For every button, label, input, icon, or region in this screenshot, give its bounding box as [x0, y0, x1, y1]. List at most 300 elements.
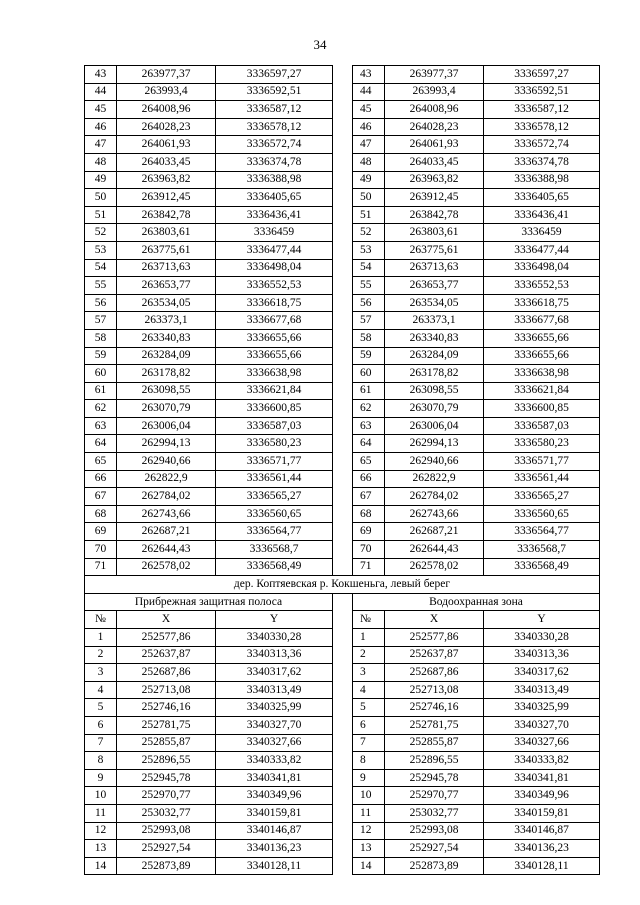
point-number-right: 66	[353, 470, 385, 488]
point-number-right: 13	[353, 840, 385, 858]
x-coordinate-right: 264033,45	[385, 153, 484, 171]
x-coordinate-right: 262940,66	[385, 453, 484, 471]
gap-cell	[333, 716, 353, 734]
y-coordinate-right: 3336561,44	[484, 470, 600, 488]
gap-cell	[333, 136, 353, 154]
y-coordinate-right: 3340325,99	[484, 699, 600, 717]
x-coordinate-right: 262784,02	[385, 488, 484, 506]
x-coordinate-left: 263653,77	[117, 277, 216, 295]
x-coordinate-left: 252873,89	[117, 857, 216, 875]
y-coordinate-right: 3336578,12	[484, 118, 600, 136]
y-coordinate-right: 3340317,62	[484, 664, 600, 682]
x-coordinate-left: 252687,86	[117, 664, 216, 682]
section2-body	[85, 576, 600, 875]
point-number-right: 52	[353, 224, 385, 242]
y-coordinate-left: 3336587,03	[216, 417, 333, 435]
x-coordinate-right: 263912,45	[385, 189, 484, 207]
y-coordinate-left: 3336621,84	[216, 382, 333, 400]
x-coordinate-right: 252993,08	[385, 822, 484, 840]
x-coordinate-left: 264061,93	[117, 136, 216, 154]
y-coordinate-left: 3336655,66	[216, 347, 333, 365]
x-coordinate-left: 263912,45	[117, 189, 216, 207]
y-coordinate-right: 3336552,53	[484, 277, 600, 295]
y-coordinate-right: 3336571,77	[484, 453, 600, 471]
gap-cell	[333, 400, 353, 418]
point-number-left: 64	[85, 435, 117, 453]
table-row	[85, 189, 600, 207]
gap-cell	[333, 488, 353, 506]
point-number-left: 52	[85, 224, 117, 242]
gap-cell	[333, 541, 353, 559]
x-coordinate-right: 252713,08	[385, 681, 484, 699]
y-coordinate-right: 3340333,82	[484, 752, 600, 770]
x-coordinate-right: 262822,9	[385, 470, 484, 488]
point-number-left: 57	[85, 312, 117, 330]
table-row	[85, 259, 600, 277]
y-coordinate-right: 3336638,98	[484, 365, 600, 383]
x-coordinate-left: 262994,13	[117, 435, 216, 453]
gap-cell	[333, 752, 353, 770]
gap-cell	[333, 453, 353, 471]
left-zone-title: Прибрежная защитная полоса	[85, 593, 333, 611]
point-number-left: 47	[85, 136, 117, 154]
table-row	[85, 312, 600, 330]
y-coordinate-right: 3340313,36	[484, 646, 600, 664]
x-coordinate-left: 262687,21	[117, 523, 216, 541]
point-number-left: 68	[85, 505, 117, 523]
table-row	[85, 629, 600, 647]
y-coordinate-left: 3336552,53	[216, 277, 333, 295]
y-coordinate-left: 3336597,27	[216, 66, 333, 84]
x-coordinate-right: 263284,09	[385, 347, 484, 365]
point-number-left: 50	[85, 189, 117, 207]
y-coordinate-left: 3340313,49	[216, 681, 333, 699]
y-coordinate-right: 3336498,04	[484, 259, 600, 277]
y-coordinate-right: 3336374,78	[484, 153, 600, 171]
table-row	[85, 277, 600, 295]
point-number-left: 62	[85, 400, 117, 418]
y-coordinate-right: 3340330,28	[484, 629, 600, 647]
y-coordinate-right: 3336459	[484, 224, 600, 242]
point-number-left: 71	[85, 558, 117, 576]
y-coordinate-left: 3340146,87	[216, 822, 333, 840]
table-row	[85, 347, 600, 365]
point-number-left: 60	[85, 365, 117, 383]
table-row	[85, 734, 600, 752]
x-coordinate-right: 253032,77	[385, 804, 484, 822]
x-coordinate-left: 264033,45	[117, 153, 216, 171]
header-y-left: Y	[216, 611, 333, 629]
header-y-right: Y	[484, 611, 600, 629]
y-coordinate-left: 3340327,66	[216, 734, 333, 752]
y-coordinate-left: 3340333,82	[216, 752, 333, 770]
y-coordinate-left: 3336459	[216, 224, 333, 242]
y-coordinate-left: 3336477,44	[216, 241, 333, 259]
x-coordinate-left: 262644,43	[117, 541, 216, 559]
section2-title: дер. Коптяевская р. Кокшеньга, левый берег	[85, 576, 600, 594]
x-coordinate-right: 263653,77	[385, 277, 484, 295]
y-coordinate-left: 3336587,12	[216, 101, 333, 119]
gap-cell	[333, 505, 353, 523]
y-coordinate-left: 3336564,77	[216, 523, 333, 541]
table-row	[85, 558, 600, 576]
table-row	[85, 840, 600, 858]
x-coordinate-left: 262784,02	[117, 488, 216, 506]
point-number-right: 3	[353, 664, 385, 682]
x-coordinate-left: 252896,55	[117, 752, 216, 770]
x-coordinate-right: 252927,54	[385, 840, 484, 858]
x-coordinate-right: 252577,86	[385, 629, 484, 647]
y-coordinate-left: 3336374,78	[216, 153, 333, 171]
y-coordinate-right: 3340313,49	[484, 681, 600, 699]
point-number-left: 45	[85, 101, 117, 119]
table-row	[85, 716, 600, 734]
table-row	[85, 206, 600, 224]
point-number-left: 61	[85, 382, 117, 400]
x-coordinate-left: 263178,82	[117, 365, 216, 383]
point-number-left: 8	[85, 752, 117, 770]
point-number-left: 70	[85, 541, 117, 559]
y-coordinate-left: 3336600,85	[216, 400, 333, 418]
table-row	[85, 382, 600, 400]
y-coordinate-right: 3336677,68	[484, 312, 600, 330]
y-coordinate-right: 3336477,44	[484, 241, 600, 259]
point-number-right: 9	[353, 769, 385, 787]
x-coordinate-right: 252746,16	[385, 699, 484, 717]
table-row	[85, 83, 600, 101]
x-coordinate-left: 262743,66	[117, 505, 216, 523]
y-coordinate-right: 3340146,87	[484, 822, 600, 840]
gap-cell	[333, 347, 353, 365]
y-coordinate-right: 3340327,70	[484, 716, 600, 734]
table-row	[85, 769, 600, 787]
x-coordinate-left: 252945,78	[117, 769, 216, 787]
point-number-left: 14	[85, 857, 117, 875]
x-coordinate-right: 263963,82	[385, 171, 484, 189]
header-number-left: №	[85, 611, 117, 629]
point-number-right: 59	[353, 347, 385, 365]
y-coordinate-right: 3336592,51	[484, 83, 600, 101]
x-coordinate-left: 263842,78	[117, 206, 216, 224]
gap-cell	[333, 664, 353, 682]
point-number-left: 43	[85, 66, 117, 84]
x-coordinate-left: 253032,77	[117, 804, 216, 822]
y-coordinate-left: 3336388,98	[216, 171, 333, 189]
point-number-right: 57	[353, 312, 385, 330]
table-row	[85, 294, 600, 312]
point-number-left: 48	[85, 153, 117, 171]
x-coordinate-left: 262822,9	[117, 470, 216, 488]
point-number-right: 71	[353, 558, 385, 576]
x-coordinate-right: 252855,87	[385, 734, 484, 752]
gap-cell	[333, 382, 353, 400]
table-row	[85, 541, 600, 559]
gap-cell	[333, 329, 353, 347]
point-number-right: 45	[353, 101, 385, 119]
y-coordinate-left: 3336405,65	[216, 189, 333, 207]
point-number-right: 44	[353, 83, 385, 101]
table-row	[85, 681, 600, 699]
point-number-left: 13	[85, 840, 117, 858]
x-coordinate-left: 263373,1	[117, 312, 216, 330]
gap-cell	[333, 365, 353, 383]
y-coordinate-left: 3340327,70	[216, 716, 333, 734]
point-number-left: 58	[85, 329, 117, 347]
point-number-right: 63	[353, 417, 385, 435]
point-number-left: 7	[85, 734, 117, 752]
point-number-left: 3	[85, 664, 117, 682]
point-number-left: 63	[85, 417, 117, 435]
point-number-left: 10	[85, 787, 117, 805]
gap-cell	[333, 681, 353, 699]
y-coordinate-right: 3336572,74	[484, 136, 600, 154]
gap-cell	[333, 699, 353, 717]
x-coordinate-right: 263842,78	[385, 206, 484, 224]
point-number-left: 65	[85, 453, 117, 471]
x-coordinate-right: 262994,13	[385, 435, 484, 453]
gap-cell	[333, 734, 353, 752]
x-coordinate-right: 263373,1	[385, 312, 484, 330]
table-row	[85, 470, 600, 488]
gap-cell	[333, 435, 353, 453]
point-number-left: 6	[85, 716, 117, 734]
y-coordinate-right: 3336564,77	[484, 523, 600, 541]
x-coordinate-left: 252637,87	[117, 646, 216, 664]
x-coordinate-right: 264008,96	[385, 101, 484, 119]
gap-cell	[333, 153, 353, 171]
x-coordinate-right: 263178,82	[385, 365, 484, 383]
point-number-right: 2	[353, 646, 385, 664]
point-number-right: 62	[353, 400, 385, 418]
y-coordinate-left: 3336561,44	[216, 470, 333, 488]
x-coordinate-left: 252927,54	[117, 840, 216, 858]
y-coordinate-left: 3336578,12	[216, 118, 333, 136]
table-row	[85, 822, 600, 840]
y-coordinate-right: 3336618,75	[484, 294, 600, 312]
point-number-right: 50	[353, 189, 385, 207]
x-coordinate-right: 252637,87	[385, 646, 484, 664]
table-row	[85, 752, 600, 770]
gap-cell	[333, 523, 353, 541]
table-row	[85, 171, 600, 189]
x-coordinate-left: 264028,23	[117, 118, 216, 136]
point-number-right: 55	[353, 277, 385, 295]
table-row	[85, 118, 600, 136]
point-number-right: 69	[353, 523, 385, 541]
y-coordinate-left: 3336560,65	[216, 505, 333, 523]
y-coordinate-right: 3336655,66	[484, 329, 600, 347]
header-x-left: X	[117, 611, 216, 629]
point-number-right: 51	[353, 206, 385, 224]
gap-cell	[333, 241, 353, 259]
x-coordinate-right: 263070,79	[385, 400, 484, 418]
y-coordinate-left: 3336436,41	[216, 206, 333, 224]
x-coordinate-right: 263993,4	[385, 83, 484, 101]
y-coordinate-left: 3340341,81	[216, 769, 333, 787]
point-number-right: 5	[353, 699, 385, 717]
gap-cell	[333, 83, 353, 101]
point-number-right: 60	[353, 365, 385, 383]
table-row	[85, 329, 600, 347]
gap-cell	[333, 66, 353, 84]
gap-cell	[333, 611, 353, 629]
point-number-right: 6	[353, 716, 385, 734]
table-row	[85, 153, 600, 171]
y-coordinate-right: 3336565,27	[484, 488, 600, 506]
table-row	[85, 417, 600, 435]
y-coordinate-left: 3340325,99	[216, 699, 333, 717]
point-number-left: 1	[85, 629, 117, 647]
gap-cell	[333, 417, 353, 435]
x-coordinate-left: 263713,63	[117, 259, 216, 277]
table-row	[85, 241, 600, 259]
point-number-right: 10	[353, 787, 385, 805]
x-coordinate-left: 263803,61	[117, 224, 216, 242]
x-coordinate-right: 263006,04	[385, 417, 484, 435]
y-coordinate-left: 3340349,96	[216, 787, 333, 805]
x-coordinate-left: 263775,61	[117, 241, 216, 259]
x-coordinate-right: 263775,61	[385, 241, 484, 259]
point-number-right: 53	[353, 241, 385, 259]
x-coordinate-left: 252713,08	[117, 681, 216, 699]
y-coordinate-right: 3336568,7	[484, 541, 600, 559]
point-number-right: 56	[353, 294, 385, 312]
y-coordinate-left: 3340317,62	[216, 664, 333, 682]
gap-cell	[333, 787, 353, 805]
y-coordinate-right: 3340136,23	[484, 840, 600, 858]
gap-cell	[333, 470, 353, 488]
point-number-left: 69	[85, 523, 117, 541]
table-row	[85, 136, 600, 154]
x-coordinate-left: 252855,87	[117, 734, 216, 752]
table-row	[85, 787, 600, 805]
x-coordinate-left: 252993,08	[117, 822, 216, 840]
x-coordinate-left: 263340,83	[117, 329, 216, 347]
gap-cell	[333, 189, 353, 207]
gap-cell	[333, 294, 353, 312]
y-coordinate-left: 3340128,11	[216, 857, 333, 875]
y-coordinate-right: 3336436,41	[484, 206, 600, 224]
y-coordinate-left: 3336565,27	[216, 488, 333, 506]
right-zone-title: Водоохранная зона	[353, 593, 600, 611]
point-number-left: 4	[85, 681, 117, 699]
y-coordinate-left: 3336571,77	[216, 453, 333, 471]
x-coordinate-right: 263977,37	[385, 66, 484, 84]
point-number-left: 51	[85, 206, 117, 224]
table-row	[85, 224, 600, 242]
x-coordinate-right: 264028,23	[385, 118, 484, 136]
y-coordinate-right: 3336580,23	[484, 435, 600, 453]
gap-cell	[333, 118, 353, 136]
point-number-left: 5	[85, 699, 117, 717]
y-coordinate-right: 3340349,96	[484, 787, 600, 805]
point-number-left: 44	[85, 83, 117, 101]
point-number-right: 46	[353, 118, 385, 136]
gap-cell	[333, 224, 353, 242]
x-coordinate-right: 263534,05	[385, 294, 484, 312]
table-row	[85, 646, 600, 664]
x-coordinate-left: 252781,75	[117, 716, 216, 734]
y-coordinate-right: 3336560,65	[484, 505, 600, 523]
point-number-right: 12	[353, 822, 385, 840]
column-header-row	[85, 611, 600, 629]
point-number-right: 1	[353, 629, 385, 647]
point-number-right: 14	[353, 857, 385, 875]
table-row	[85, 523, 600, 541]
point-number-left: 66	[85, 470, 117, 488]
table-row	[85, 488, 600, 506]
y-coordinate-right: 3340327,66	[484, 734, 600, 752]
point-number-right: 11	[353, 804, 385, 822]
x-coordinate-right: 263713,63	[385, 259, 484, 277]
y-coordinate-left: 3340136,23	[216, 840, 333, 858]
table-row	[85, 66, 600, 84]
x-coordinate-left: 264008,96	[117, 101, 216, 119]
x-coordinate-right: 263098,55	[385, 382, 484, 400]
x-coordinate-left: 263098,55	[117, 382, 216, 400]
table-row	[85, 101, 600, 119]
point-number-right: 43	[353, 66, 385, 84]
table-row	[85, 400, 600, 418]
x-coordinate-right: 263803,61	[385, 224, 484, 242]
y-coordinate-right: 3336568,49	[484, 558, 600, 576]
y-coordinate-right: 3336600,85	[484, 400, 600, 418]
gap-cell	[333, 822, 353, 840]
point-number-left: 11	[85, 804, 117, 822]
y-coordinate-left: 3340330,28	[216, 629, 333, 647]
x-coordinate-left: 262578,02	[117, 558, 216, 576]
y-coordinate-left: 3340159,81	[216, 804, 333, 822]
x-coordinate-right: 262687,21	[385, 523, 484, 541]
gap-cell	[333, 171, 353, 189]
y-coordinate-left: 3336568,7	[216, 541, 333, 559]
gap-cell	[333, 629, 353, 647]
y-coordinate-left: 3336498,04	[216, 259, 333, 277]
x-coordinate-left: 252746,16	[117, 699, 216, 717]
y-coordinate-left: 3336580,23	[216, 435, 333, 453]
y-coordinate-right: 3340341,81	[484, 769, 600, 787]
x-coordinate-right: 252945,78	[385, 769, 484, 787]
point-number-right: 65	[353, 453, 385, 471]
point-number-right: 58	[353, 329, 385, 347]
point-number-left: 53	[85, 241, 117, 259]
table-row	[85, 664, 600, 682]
point-number-left: 46	[85, 118, 117, 136]
y-coordinate-left: 3336618,75	[216, 294, 333, 312]
header-x-right: X	[385, 611, 484, 629]
y-coordinate-right: 3340159,81	[484, 804, 600, 822]
point-number-right: 7	[353, 734, 385, 752]
y-coordinate-right: 3336655,66	[484, 347, 600, 365]
x-coordinate-left: 263006,04	[117, 417, 216, 435]
table-row	[85, 435, 600, 453]
x-coordinate-left: 263070,79	[117, 400, 216, 418]
table-row	[85, 505, 600, 523]
gap-cell	[333, 206, 353, 224]
y-coordinate-left: 3336677,68	[216, 312, 333, 330]
table-row	[85, 699, 600, 717]
x-coordinate-right: 262743,66	[385, 505, 484, 523]
x-coordinate-right: 252970,77	[385, 787, 484, 805]
y-coordinate-right: 3336388,98	[484, 171, 600, 189]
gap-cell	[333, 857, 353, 875]
gap-cell	[333, 259, 353, 277]
x-coordinate-right: 252781,75	[385, 716, 484, 734]
point-number-left: 49	[85, 171, 117, 189]
point-number-right: 68	[353, 505, 385, 523]
x-coordinate-right: 252896,55	[385, 752, 484, 770]
y-coordinate-right: 3336597,27	[484, 66, 600, 84]
